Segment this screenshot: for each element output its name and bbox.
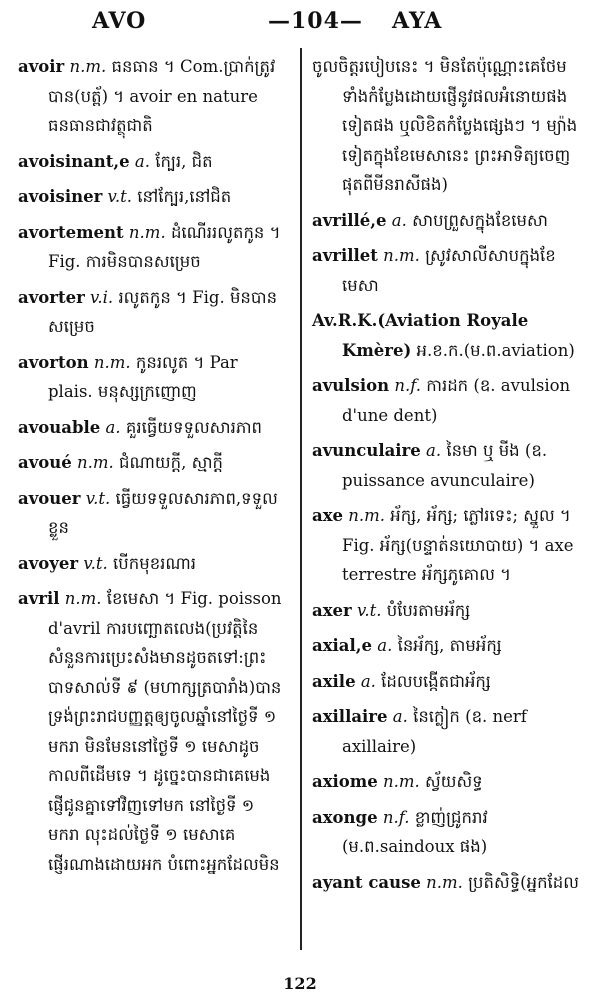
entry-definition: នៃអ័ក្ស, តាមអ័ក្ស: [397, 636, 502, 655]
dictionary-entry: [312, 702, 588, 761]
entry-headword: axiome: [312, 772, 378, 791]
dictionary-entry: [18, 348, 286, 407]
entry-definition: ការដក (ឧ. avulsion d'une dent): [342, 376, 571, 425]
dictionary-entry: [312, 868, 588, 898]
entry-part-of-speech: a.: [105, 417, 121, 437]
entry-part-of-speech: a.: [391, 210, 407, 230]
page-header: [0, 8, 600, 40]
entry-headword: avortement: [18, 222, 124, 242]
entry-headword: avril: [18, 589, 60, 608]
entry-definition: ដែលបង្កើតជាអ័ក្ស: [381, 671, 491, 691]
entry-definition: ស្រូវសាលីសាបក្នុងខែមេសា: [342, 246, 556, 295]
entry-part-of-speech: a.: [392, 707, 408, 726]
entry-definition: សាបព្រួសក្នុងខែមេសា: [412, 210, 548, 230]
entry-part-of-speech: n.m.: [77, 453, 114, 472]
entry-part-of-speech: v.t.: [85, 488, 111, 508]
dictionary-entry: [18, 147, 286, 177]
entry-part-of-speech: a.: [360, 671, 376, 691]
entry-definition: អ.ខ.ក.(ម.ព.aviation): [416, 340, 575, 360]
entry-definition: ចូលចិត្តរបៀបនេះ ។ មិនតែប៉ុណ្ណោះគេថែមទាំងកំប្លែងដោយផ្ញើនូវផលអំនោយផងទៀតផង ឬលិខិតកំប្លែងផ្សេងៗ ។ ម្យ៉ាងទៀតក្នុងខែមេសានេះ ព្រះអាទិត្យចេញផុតពីមីនរាសីផង): [312, 57, 578, 194]
entry-part-of-speech: a.: [425, 441, 442, 460]
entry-headword: avoué: [18, 453, 72, 472]
entry-definition: ប្រតិសិទ្ធិ(អ្នកដែល: [468, 872, 579, 892]
entry-definition: កូនរលូត ។ Par plais. មនុស្សក្រញោញ: [48, 352, 238, 401]
entry-headword: avrillet: [312, 246, 378, 265]
header-left-guide-word: AVO: [92, 8, 147, 34]
entry-headword: axillaire: [312, 707, 388, 726]
right-column: [312, 52, 588, 903]
dictionary-entry: [312, 803, 588, 862]
dictionary-entry: [18, 448, 286, 478]
dictionary-entry: [312, 52, 588, 200]
entry-headword: axial,e: [312, 636, 372, 655]
dictionary-entry: [18, 52, 286, 141]
entry-headword: axe: [312, 506, 344, 525]
entry-definition: នៃមា ឬ មីង (ឧ. puissance avunculaire): [342, 441, 548, 490]
dictionary-entry: [18, 182, 286, 212]
dictionary-entry: [18, 584, 286, 879]
entry-part-of-speech: n.m.: [383, 246, 420, 265]
entry-part-of-speech: n.m.: [93, 352, 131, 372]
entry-part-of-speech: n.f.: [394, 376, 421, 395]
entry-headword: avoisiner: [18, 187, 103, 206]
entry-headword: avrillé,e: [312, 210, 387, 230]
entry-definition: នៃក្លៀក (ឧ. nerf axillaire): [342, 707, 527, 756]
entry-part-of-speech: n.f.: [382, 807, 410, 827]
dictionary-entry: [312, 241, 588, 300]
entry-part-of-speech: n.m.: [383, 772, 420, 791]
dictionary-entry: [312, 206, 588, 236]
dictionary-entry: [18, 413, 286, 443]
dictionary-entry: [18, 283, 286, 342]
entry-headword: ayant cause: [312, 872, 421, 892]
entry-headword: avorter: [18, 287, 85, 307]
entry-headword: avulsion: [312, 376, 390, 395]
dictionary-entry: [312, 631, 588, 661]
entry-headword: Av.R.K.(Aviation Royale Kmère): [312, 311, 529, 360]
dictionary-entry: [312, 436, 588, 495]
entry-headword: avorton: [18, 352, 89, 372]
dictionary-entry: [312, 596, 588, 626]
entry-headword: axonge: [312, 807, 378, 827]
entry-definition: រលូតកូន ។ Fig. មិនបានសម្រេច: [48, 287, 278, 336]
dictionary-entry: [312, 371, 588, 430]
entry-part-of-speech: n.m.: [64, 589, 102, 608]
header-page-number: —104—: [268, 8, 363, 34]
dictionary-entry: [312, 667, 588, 697]
entry-headword: axile: [312, 671, 356, 691]
entry-headword: avunculaire: [312, 441, 421, 460]
entry-part-of-speech: v.t.: [356, 600, 382, 620]
entry-part-of-speech: v.t.: [83, 553, 108, 573]
entry-part-of-speech: a.: [377, 636, 393, 655]
footer-page-number: 122: [283, 974, 317, 993]
header-right-guide-word: AYA: [392, 8, 443, 34]
entry-definition: នៅក្បែរ,នៅជិត: [137, 187, 232, 206]
entry-headword: avouer: [18, 488, 81, 508]
entry-definition: ខ្លាញ់ជ្រូករាវ (ម.ព.saindoux ផង): [342, 807, 488, 856]
entry-definition: ក្បែរ, ជិត: [155, 151, 213, 171]
entry-part-of-speech: a.: [134, 151, 151, 171]
entry-part-of-speech: n.m.: [426, 872, 463, 892]
dictionary-entry: [312, 767, 588, 797]
left-column: [18, 52, 286, 885]
entry-part-of-speech: n.m.: [69, 57, 107, 76]
entry-definition: ធ្វើយទទួលសារភាព,ទទួលខ្លួន: [48, 488, 278, 537]
entry-definition: ជំណាយក្ដី, ស្មាក្ដី: [119, 453, 223, 472]
entry-definition: ធនធាន ។ Com.ប្រាក់ត្រូវបាន(បត្ព័) ។ avoir en nature ធនធានជាវត្ថុជាតិ: [48, 57, 276, 135]
entry-part-of-speech: n.m.: [348, 506, 386, 525]
entry-headword: avoyer: [18, 553, 79, 573]
entry-definition: គួរធ្វើយទទួលសារភាព: [125, 417, 263, 437]
entry-headword: avoisinant,e: [18, 151, 130, 171]
entry-headword: axer: [312, 600, 352, 620]
dictionary-entry: [18, 484, 286, 543]
dictionary-entry: [18, 549, 286, 579]
entry-part-of-speech: n.m.: [128, 222, 166, 242]
column-divider: [300, 48, 302, 950]
entry-definition: បើកមុខរណារ: [113, 553, 197, 573]
entry-definition: ខែមេសា ។ Fig. poisson d'avril ការបញ្ឆោតលេង(ប្រវត្តិនៃសំនួនការប្រេះសំងមានដូចតទៅ:ព្រះបាទសាល់ទី ៩ (មហាក្សត្របារាំង)បានទ្រង់ព្រះរាជបញ្ញត្តឲ្យចូលឆ្នាំនៅថ្ងៃទី ១ មករា មិនមែននៅថ្ងៃទី ១ មេសាដូចកាលពីដើមទេ ។ ដូច្នេះបានជាគេមេងផ្ញើជូនគ្នាទៅវិញទៅមក នៅថ្ងៃទី ១ មករា លុះដល់ថ្ងៃទី ១ មេសាគេផ្ញើរណាងដោយអក បំពោះអ្នកដែលមិន: [48, 589, 282, 874]
dictionary-entry: [312, 306, 588, 365]
entry-definition: បំបែរតាមអ័ក្ស: [386, 600, 471, 620]
entry-definition: ដំណើររលូតកូន ។ Fig. ការមិនបានសម្រេច: [48, 222, 281, 271]
entry-headword: avoir: [18, 57, 65, 76]
entry-definition: អ័ក្ស, អ័ក្ស; ភ្លៅរទេះ; ស្នួល ។ Fig. អ័ក្ស(បន្ទាត់នយោបាយ) ។ axe terrestre អ័ក្សភូគោល ។: [342, 506, 574, 584]
entry-part-of-speech: v.i.: [90, 287, 114, 307]
entry-headword: avouable: [18, 417, 101, 437]
entry-definition: ស្វ័យសិទ្ធ: [425, 772, 483, 791]
dictionary-entry: [312, 501, 588, 590]
dictionary-entry: [18, 218, 286, 277]
entry-part-of-speech: v.t.: [107, 187, 133, 206]
